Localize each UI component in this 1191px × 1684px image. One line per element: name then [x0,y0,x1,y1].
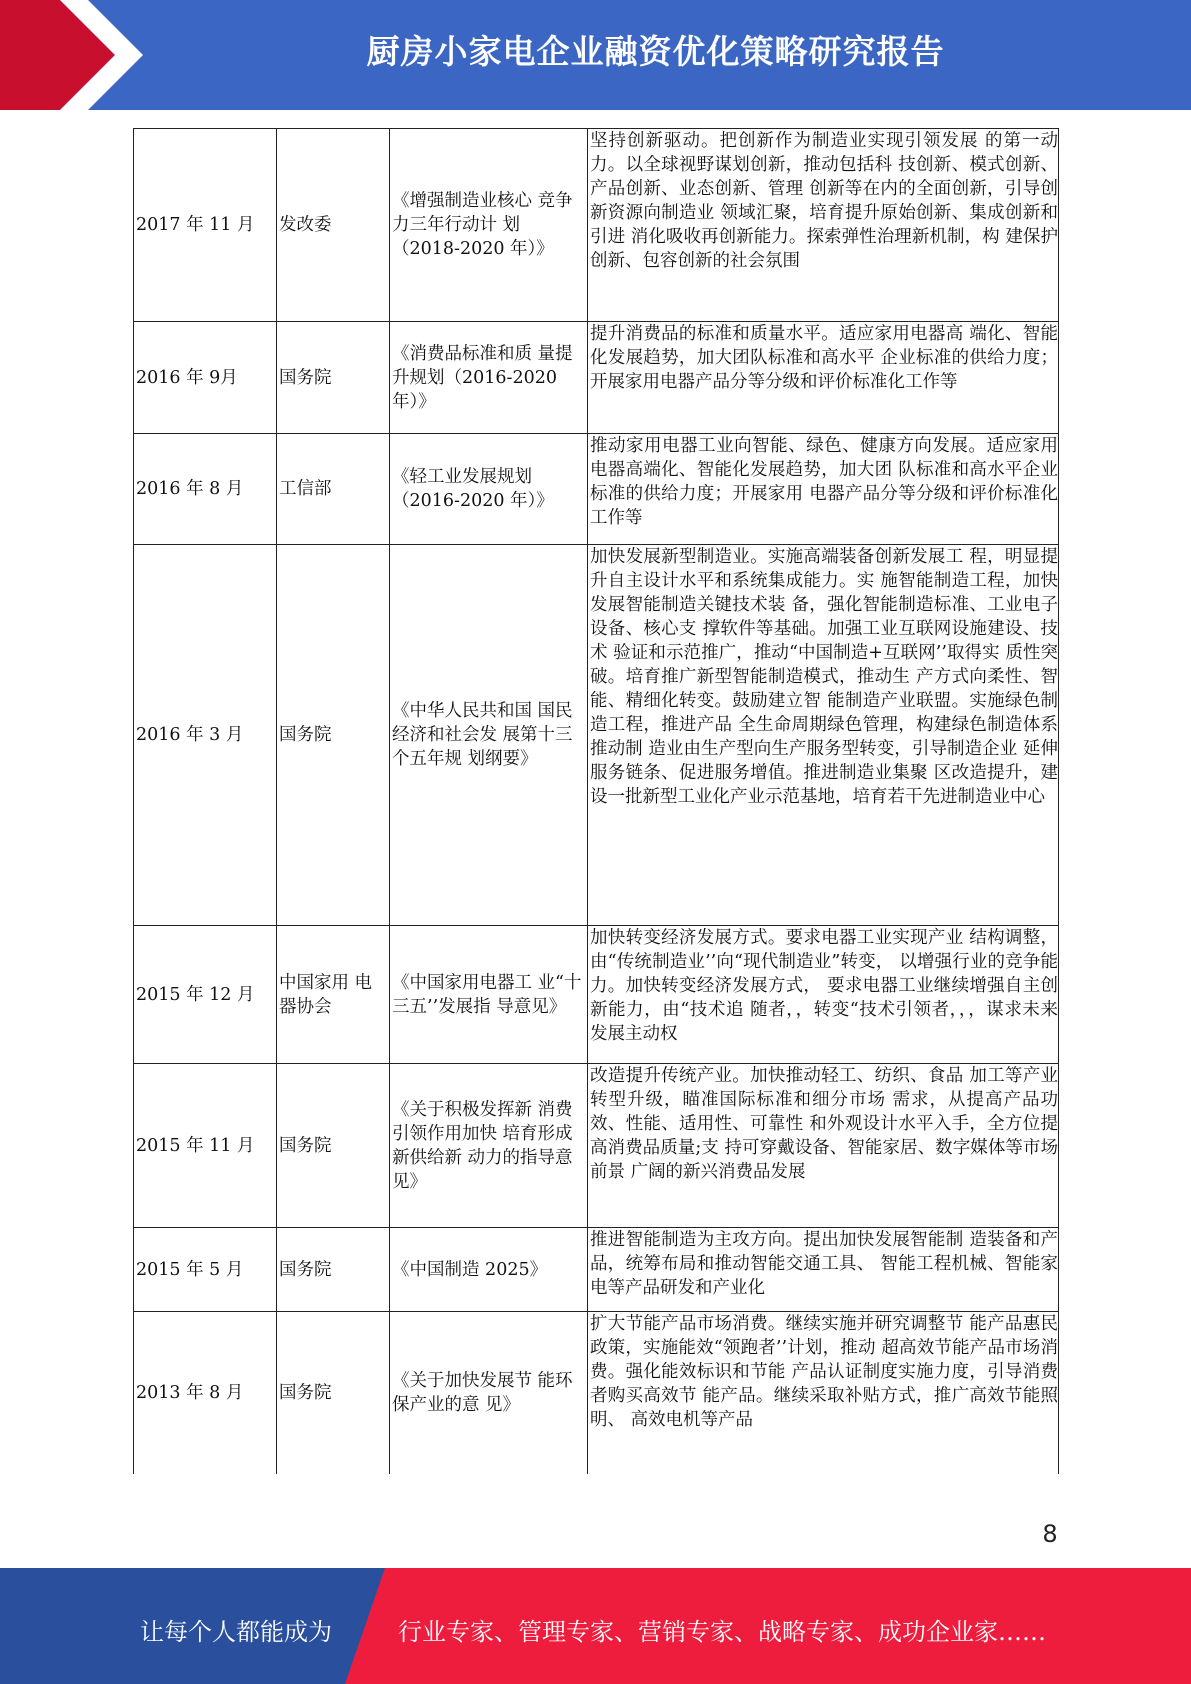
policy-agency: 发改委 [277,129,390,322]
policy-date: 2016 年 3 月 [134,545,277,926]
policy-agency: 国务院 [277,545,390,926]
page-footer [0,1568,1191,1684]
policy-content: 加快发展新型制造业。实施高端装备创新发展工 程，明显提升自主设计水平和系统集成能力。实 施智能制造工程，加快发展智能制造关键技术装 备，强化智能制造标准、工业电子设备、核心支 撑软件等基础。加强工业互联网设施建设、技术 验证和示范推广，推动“中国制造+互联网’’取得实 质性突破。培育推广新型智能制造模式，推动生 产方式向柔性、智能、精细化转变。鼓励建立智 能制造产业联盟。实施绿色制造工程，推进产品 全生命周期绿色管理，构建绿色制造体系推动制 造业由生产型向生产服务型转变，引导制造企业 延伸服务链条、促进服务增值。推进制造业集聚 区改造提升，建设一批新型工业化产业示范基地，培育若干先进制造业中心 [588,545,1059,926]
table-row [134,545,1059,926]
policy-name: 《增强制造业核心 竞争力三年行动计 划（2018-2020 年）》 [390,129,588,322]
policy-agency: 工信部 [277,434,390,545]
table-row [134,1064,1059,1228]
policy-content: 改造提升传统产业。加快推动轻工、纺织、食品 加工等产业转型升级，瞄准国际标准和细分市场 需求，从提高产品功效、性能、适用性、可靠性 和外观设计水平入手，全方位提高消费品质量;支 持可穿戴设备、智能家居、数字媒体等市场前景 广阔的新兴消费品发展 [588,1064,1059,1228]
policy-date: 2015 年 12 月 [134,926,277,1064]
policy-content: 提升消费品的标准和质量水平。适应家用电器高 端化、智能化发展趋势，加大团队标准和高水平 企业标准的供给力度；开展家用电器产品分等分级和评价标准化工作等 [588,322,1059,434]
policy-name: 《中国家用电器工 业“十三五’’发展指 导意见》 [390,926,588,1064]
policy-agency: 国务院 [277,1312,390,1474]
policy-agency: 国务院 [277,1064,390,1228]
policy-name: 《中华人民共和国 国民经济和社会发 展第十三个五年规 划纲要》 [390,545,588,926]
table-row [134,1312,1059,1474]
policy-agency: 国务院 [277,1228,390,1312]
footer-slogan-left: 让每个人都能成为 [140,1618,332,1646]
policy-name: 《消费品标准和质 量提升规划（2016-2020 年）》 [390,322,588,434]
chevron-arrow-icon [0,0,150,110]
document-title: 厨房小家电企业融资优化策略研究报告 [366,32,945,71]
policy-agency: 国务院 [277,322,390,434]
policy-date: 2013 年 8 月 [134,1312,277,1474]
policy-content: 加快转变经济发展方式。要求电器工业实现产业 结构调整，由“传统制造业’’向“现代制造业”转变， 以增强行业的竞争能力。加快转变经济发展方式， 要求电器工业继续增强自主创新能力，由“技术追 随者，，转变“技术引领者，，，谋求未来发展主动权 [588,926,1059,1064]
page-header [0,0,1191,110]
footer-slogan-right: 行业专家、管理专家、营销专家、战略专家、成功企业家…… [398,1618,1046,1646]
table-row [134,129,1059,322]
policy-date: 2015 年 11 月 [134,1064,277,1228]
policy-name: 《关于积极发挥新 消费引领作用加快 培育形成新供给新 动力的指导意见》 [390,1064,588,1228]
policy-date: 2016 年 9月 [134,322,277,434]
policy-name: 《轻工业发展规划（2016-2020 年）》 [390,434,588,545]
table-row [134,434,1059,545]
table-row [134,1228,1059,1312]
policy-date: 2015 年 5 月 [134,1228,277,1312]
table-row [134,322,1059,434]
policy-date: 2016 年 8 月 [134,434,277,545]
policy-table [133,128,1059,1474]
policy-name: 《关于加快发展节 能环保产业的意 见》 [390,1312,588,1474]
policy-content: 扩大节能产品市场消费。继续实施并研究调整节 能产品惠民政策，实施能效“领跑者’’计划，推动 超高效节能产品市场消费。强化能效标识和节能 产品认证制度实施力度，引导消费者购买高效节 能产品。继续采取补贴方式，推广高效节能照明、 高效电机等产品 [588,1312,1059,1474]
policy-content: 推动家用电器工业向智能、绿色、健康方向发展。适应家用电器高端化、智能化发展趋势，加大团 队标准和高水平企业标准的供给力度；开展家用 电器产品分等分级和评价标准化工作等 [588,434,1059,545]
policy-content: 推进智能制造为主攻方向。提出加快发展智能制 造装备和产品，统筹布局和推动智能交通工具、 智能工程机械、智能家电等产品研发和产业化 [588,1228,1059,1312]
table-row [134,926,1059,1064]
policy-date: 2017 年 11 月 [134,129,277,322]
policy-agency: 中国家用 电器协会 [277,926,390,1064]
policy-content: 坚持创新驱动。把创新作为制造业实现引领发展 的第一动力。以全球视野谋划创新，推动包括科 技创新、模式创新、产品创新、业态创新、管理 创新等在内的全面创新，引导创新资源向制造业 领域汇聚，培育提升原始创新、集成创新和引进 消化吸收再创新能力。探索弹性治理新机制，构 建保护创新、包容创新的社会氛围 [588,129,1059,322]
policy-name: 《中国制造 2025》 [390,1228,588,1312]
page-number: 8 [1042,1520,1058,1548]
